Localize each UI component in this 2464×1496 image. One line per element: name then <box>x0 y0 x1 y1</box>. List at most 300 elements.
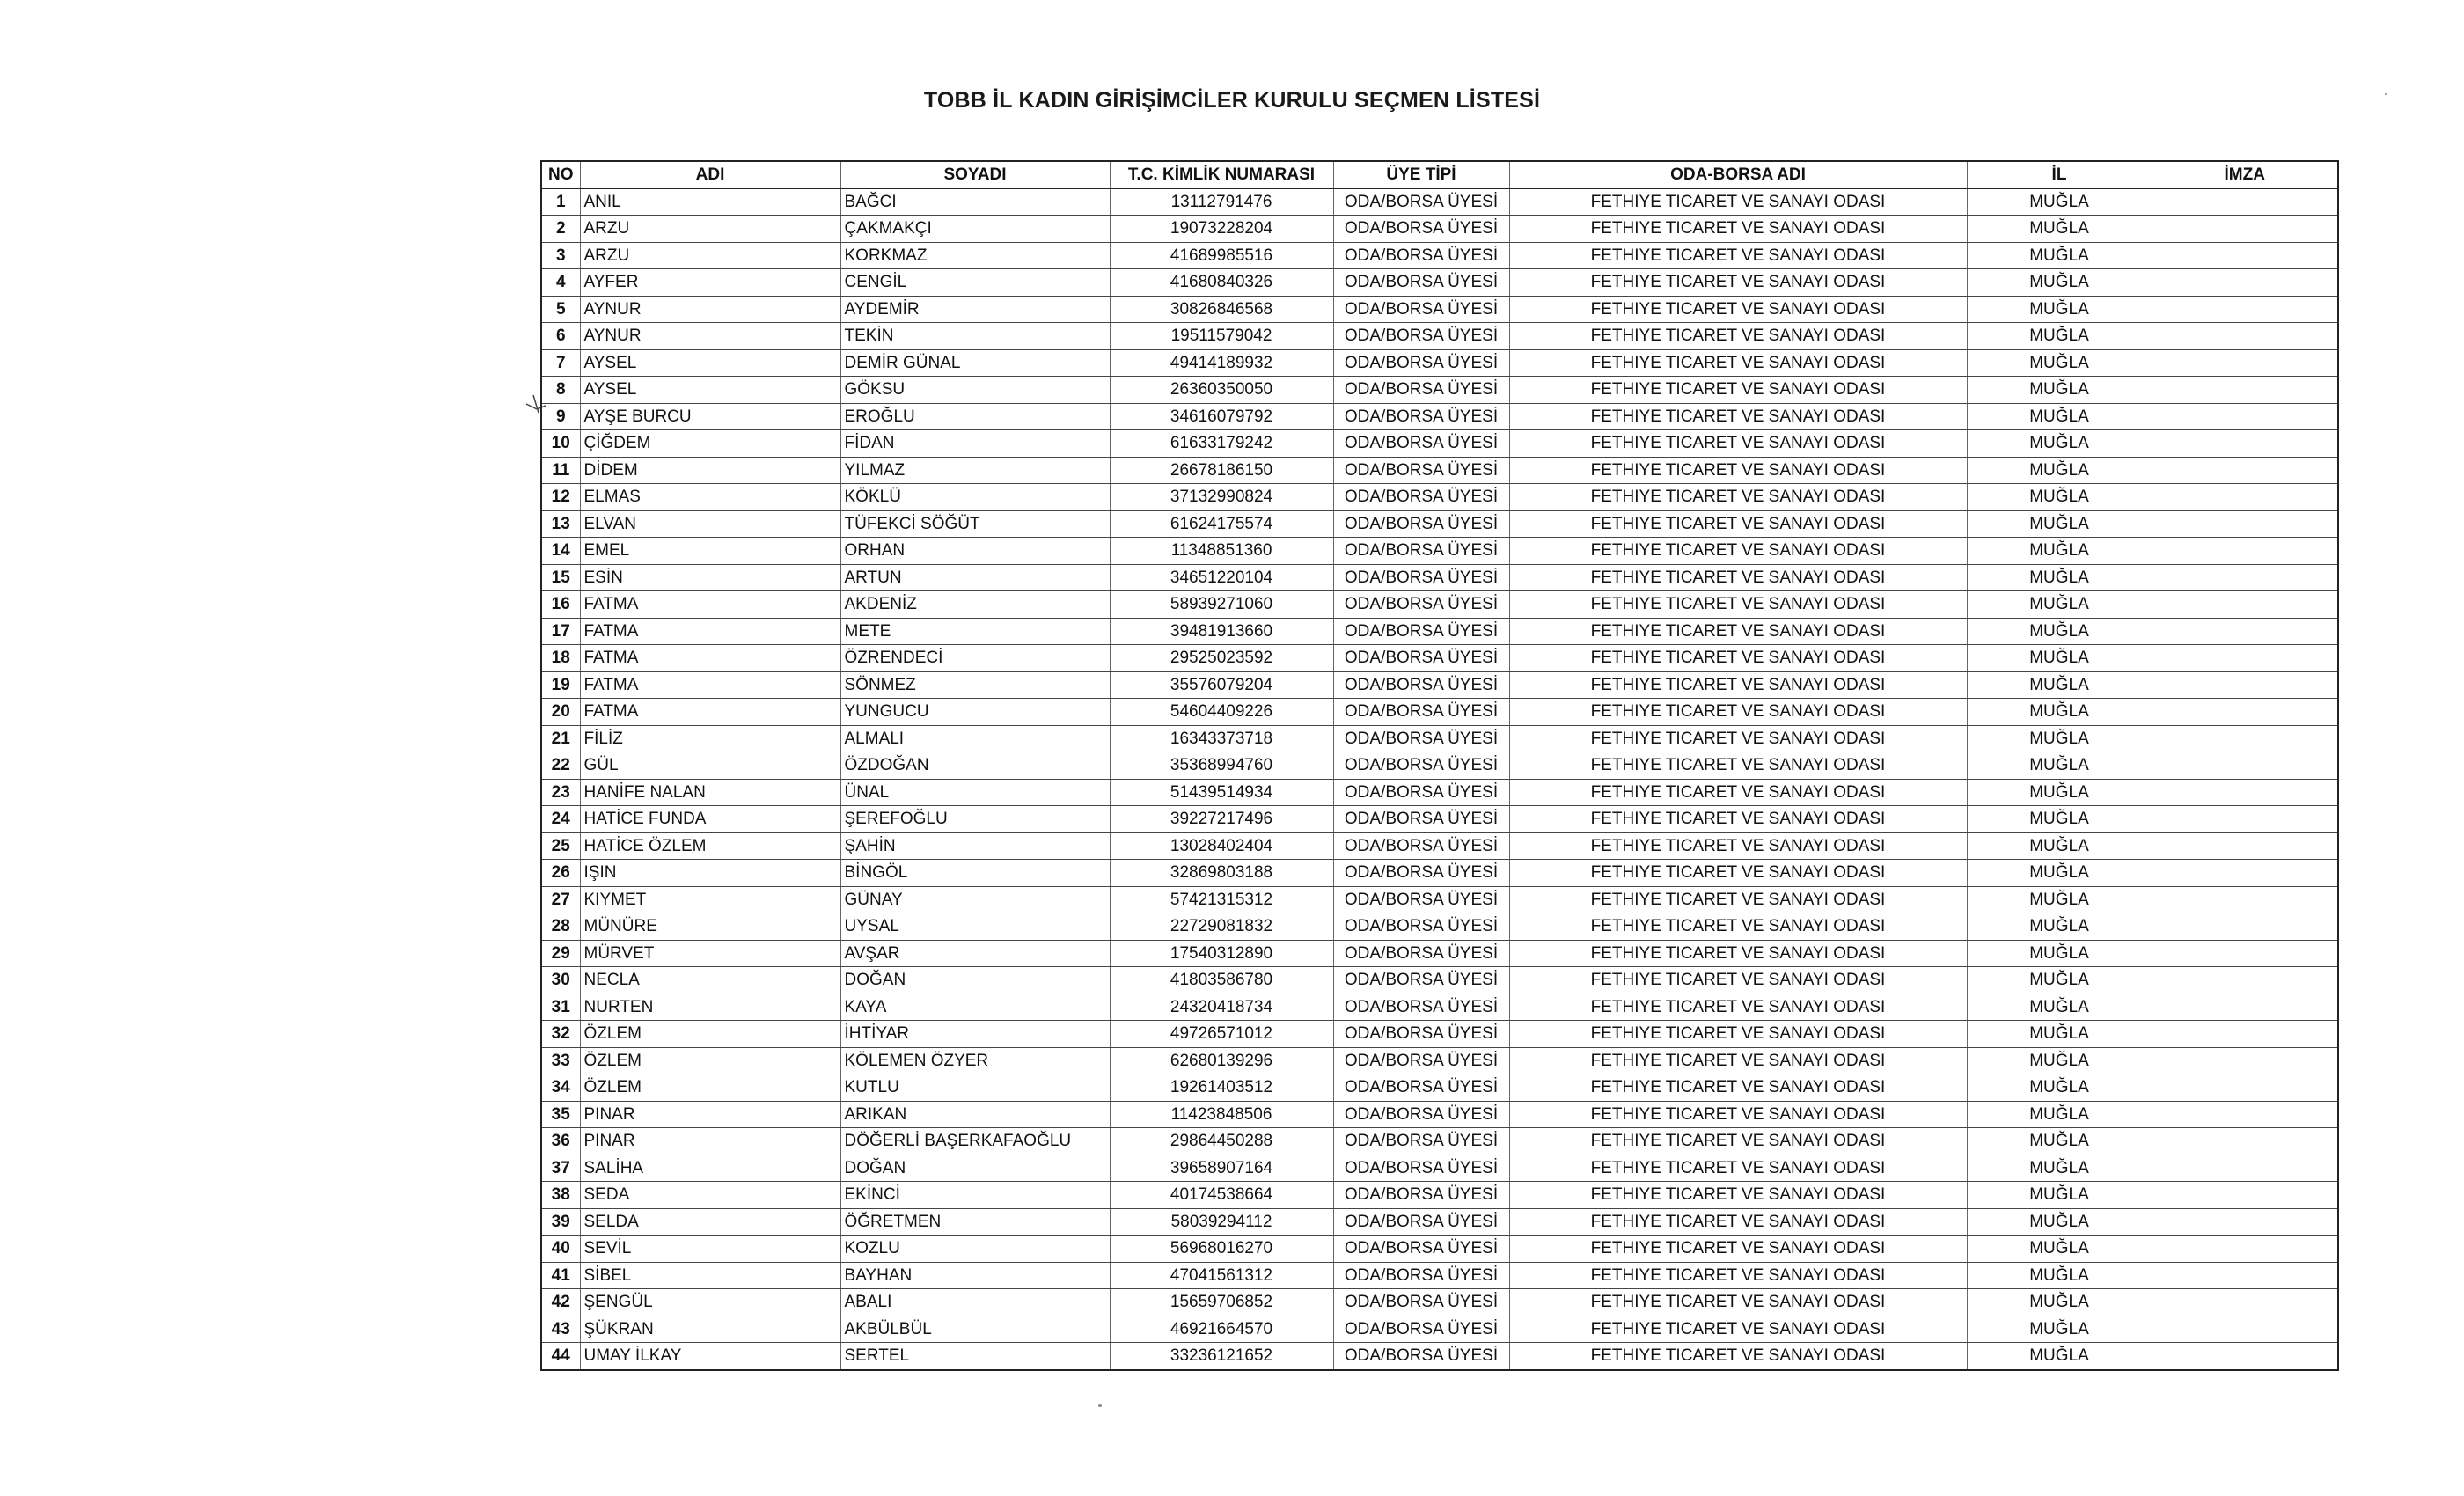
cell-imza <box>2152 1208 2338 1236</box>
cell-no: 24 <box>541 806 580 833</box>
cell-adi: GÜL <box>580 752 840 780</box>
table-row <box>541 1047 2338 1074</box>
cell-il: MUĞLA <box>1967 1047 2152 1074</box>
cell-il: MUĞLA <box>1967 994 2152 1021</box>
cell-il: MUĞLA <box>1967 296 2152 323</box>
cell-uye-tipi: ODA/BORSA ÜYESİ <box>1333 323 1509 350</box>
cell-uye-tipi: ODA/BORSA ÜYESİ <box>1333 269 1509 297</box>
cell-imza <box>2152 1101 2338 1128</box>
header-oda-borsa: ODA-BORSA ADI <box>1509 161 1967 188</box>
cell-adi: HANİFE NALAN <box>580 779 840 806</box>
cell-il: MUĞLA <box>1967 269 2152 297</box>
table-row <box>541 699 2338 726</box>
cell-oda-borsa: FETHIYE TICARET VE SANAYI ODASI <box>1509 806 1967 833</box>
cell-no: 35 <box>541 1101 580 1128</box>
header-adi: ADI <box>580 161 840 188</box>
cell-no: 30 <box>541 967 580 994</box>
cell-no: 1 <box>541 188 580 216</box>
cell-uye-tipi: ODA/BORSA ÜYESİ <box>1333 242 1509 269</box>
scan-speck <box>2385 93 2387 95</box>
cell-soyadi: EKİNCİ <box>840 1182 1110 1209</box>
cell-il: MUĞLA <box>1967 860 2152 887</box>
cell-no: 5 <box>541 296 580 323</box>
cell-soyadi: AKBÜLBÜL <box>840 1316 1110 1343</box>
header-soyadi: SOYADI <box>840 161 1110 188</box>
header-il: İL <box>1967 161 2152 188</box>
table-row <box>541 886 2338 913</box>
cell-il: MUĞLA <box>1967 403 2152 430</box>
cell-uye-tipi: ODA/BORSA ÜYESİ <box>1333 1182 1509 1209</box>
table-row <box>541 645 2338 672</box>
cell-uye-tipi: ODA/BORSA ÜYESİ <box>1333 1262 1509 1289</box>
cell-uye-tipi: ODA/BORSA ÜYESİ <box>1333 967 1509 994</box>
cell-no: 17 <box>541 618 580 645</box>
cell-oda-borsa: FETHIYE TICARET VE SANAYI ODASI <box>1509 510 1967 538</box>
cell-oda-borsa: FETHIYE TICARET VE SANAYI ODASI <box>1509 967 1967 994</box>
cell-tc-kimlik: 26678186150 <box>1110 457 1333 484</box>
cell-uye-tipi: ODA/BORSA ÜYESİ <box>1333 832 1509 860</box>
cell-adi: MÜNÜRE <box>580 913 840 941</box>
cell-imza <box>2152 645 2338 672</box>
cell-il: MUĞLA <box>1967 1101 2152 1128</box>
table-row <box>541 1155 2338 1182</box>
cell-adi: DİDEM <box>580 457 840 484</box>
cell-adi: HATİCE FUNDA <box>580 806 840 833</box>
cell-tc-kimlik: 24320418734 <box>1110 994 1333 1021</box>
cell-soyadi: YILMAZ <box>840 457 1110 484</box>
cell-tc-kimlik: 19073228204 <box>1110 216 1333 243</box>
cell-il: MUĞLA <box>1967 510 2152 538</box>
cell-uye-tipi: ODA/BORSA ÜYESİ <box>1333 1074 1509 1102</box>
table-row <box>541 296 2338 323</box>
cell-no: 41 <box>541 1262 580 1289</box>
header-uye-tipi: ÜYE TİPİ <box>1333 161 1509 188</box>
cell-oda-borsa: FETHIYE TICARET VE SANAYI ODASI <box>1509 538 1967 565</box>
table-body <box>541 188 2338 1370</box>
cell-il: MUĞLA <box>1967 645 2152 672</box>
table-row <box>541 832 2338 860</box>
cell-imza <box>2152 538 2338 565</box>
cell-tc-kimlik: 61624175574 <box>1110 510 1333 538</box>
cell-tc-kimlik: 11423848506 <box>1110 1101 1333 1128</box>
cell-il: MUĞLA <box>1967 1208 2152 1236</box>
cell-il: MUĞLA <box>1967 832 2152 860</box>
cell-adi: SEDA <box>580 1182 840 1209</box>
cell-uye-tipi: ODA/BORSA ÜYESİ <box>1333 538 1509 565</box>
cell-no: 36 <box>541 1128 580 1155</box>
cell-tc-kimlik: 19511579042 <box>1110 323 1333 350</box>
cell-uye-tipi: ODA/BORSA ÜYESİ <box>1333 188 1509 216</box>
cell-soyadi: BAYHAN <box>840 1262 1110 1289</box>
cell-soyadi: SÖNMEZ <box>840 671 1110 699</box>
cell-il: MUĞLA <box>1967 430 2152 458</box>
cell-il: MUĞLA <box>1967 940 2152 967</box>
table-row <box>541 188 2338 216</box>
cell-tc-kimlik: 32869803188 <box>1110 860 1333 887</box>
cell-uye-tipi: ODA/BORSA ÜYESİ <box>1333 216 1509 243</box>
cell-oda-borsa: FETHIYE TICARET VE SANAYI ODASI <box>1509 296 1967 323</box>
cell-imza <box>2152 457 2338 484</box>
cell-tc-kimlik: 34651220104 <box>1110 564 1333 591</box>
cell-oda-borsa: FETHIYE TICARET VE SANAYI ODASI <box>1509 1021 1967 1048</box>
cell-imza <box>2152 216 2338 243</box>
table-row <box>541 1074 2338 1102</box>
cell-oda-borsa: FETHIYE TICARET VE SANAYI ODASI <box>1509 994 1967 1021</box>
cell-tc-kimlik: 47041561312 <box>1110 1262 1333 1289</box>
cell-uye-tipi: ODA/BORSA ÜYESİ <box>1333 430 1509 458</box>
cell-oda-borsa: FETHIYE TICARET VE SANAYI ODASI <box>1509 1047 1967 1074</box>
cell-uye-tipi: ODA/BORSA ÜYESİ <box>1333 1021 1509 1048</box>
cell-tc-kimlik: 40174538664 <box>1110 1182 1333 1209</box>
cell-adi: ANIL <box>580 188 840 216</box>
table-row <box>541 1289 2338 1316</box>
cell-oda-borsa: FETHIYE TICARET VE SANAYI ODASI <box>1509 1101 1967 1128</box>
cell-adi: MÜRVET <box>580 940 840 967</box>
cell-soyadi: ŞAHİN <box>840 832 1110 860</box>
table-row <box>541 564 2338 591</box>
cell-soyadi: AKDENİZ <box>840 591 1110 619</box>
cell-il: MUĞLA <box>1967 671 2152 699</box>
cell-oda-borsa: FETHIYE TICARET VE SANAYI ODASI <box>1509 377 1967 404</box>
cell-oda-borsa: FETHIYE TICARET VE SANAYI ODASI <box>1509 1343 1967 1370</box>
cell-adi: FİLİZ <box>580 725 840 752</box>
cell-oda-borsa: FETHIYE TICARET VE SANAYI ODASI <box>1509 430 1967 458</box>
cell-il: MUĞLA <box>1967 967 2152 994</box>
cell-oda-borsa: FETHIYE TICARET VE SANAYI ODASI <box>1509 725 1967 752</box>
cell-adi: ÇİĞDEM <box>580 430 840 458</box>
cell-uye-tipi: ODA/BORSA ÜYESİ <box>1333 1155 1509 1182</box>
table-row <box>541 671 2338 699</box>
cell-no: 19 <box>541 671 580 699</box>
cell-uye-tipi: ODA/BORSA ÜYESİ <box>1333 1289 1509 1316</box>
cell-oda-borsa: FETHIYE TICARET VE SANAYI ODASI <box>1509 779 1967 806</box>
cell-soyadi: KOZLU <box>840 1236 1110 1263</box>
cell-tc-kimlik: 29525023592 <box>1110 645 1333 672</box>
cell-soyadi: KUTLU <box>840 1074 1110 1102</box>
cell-no: 26 <box>541 860 580 887</box>
cell-adi: SEVİL <box>580 1236 840 1263</box>
cell-no: 3 <box>541 242 580 269</box>
cell-il: MUĞLA <box>1967 188 2152 216</box>
cell-uye-tipi: ODA/BORSA ÜYESİ <box>1333 940 1509 967</box>
cell-oda-borsa: FETHIYE TICARET VE SANAYI ODASI <box>1509 1155 1967 1182</box>
cell-tc-kimlik: 16343373718 <box>1110 725 1333 752</box>
cell-no: 38 <box>541 1182 580 1209</box>
cell-il: MUĞLA <box>1967 591 2152 619</box>
cell-il: MUĞLA <box>1967 538 2152 565</box>
cell-no: 31 <box>541 994 580 1021</box>
cell-oda-borsa: FETHIYE TICARET VE SANAYI ODASI <box>1509 699 1967 726</box>
cell-tc-kimlik: 13028402404 <box>1110 832 1333 860</box>
cell-adi: ELMAS <box>580 484 840 511</box>
cell-uye-tipi: ODA/BORSA ÜYESİ <box>1333 564 1509 591</box>
cell-imza <box>2152 699 2338 726</box>
table-row <box>541 618 2338 645</box>
cell-adi: ŞENGÜL <box>580 1289 840 1316</box>
cell-soyadi: ALMALI <box>840 725 1110 752</box>
cell-oda-borsa: FETHIYE TICARET VE SANAYI ODASI <box>1509 671 1967 699</box>
cell-adi: PINAR <box>580 1101 840 1128</box>
cell-il: MUĞLA <box>1967 1128 2152 1155</box>
cell-uye-tipi: ODA/BORSA ÜYESİ <box>1333 779 1509 806</box>
cell-il: MUĞLA <box>1967 1182 2152 1209</box>
cell-soyadi: ABALI <box>840 1289 1110 1316</box>
cell-no: 28 <box>541 913 580 941</box>
cell-oda-borsa: FETHIYE TICARET VE SANAYI ODASI <box>1509 645 1967 672</box>
cell-uye-tipi: ODA/BORSA ÜYESİ <box>1333 1343 1509 1370</box>
cell-soyadi: SERTEL <box>840 1343 1110 1370</box>
cell-no: 15 <box>541 564 580 591</box>
cell-soyadi: METE <box>840 618 1110 645</box>
cell-uye-tipi: ODA/BORSA ÜYESİ <box>1333 457 1509 484</box>
cell-uye-tipi: ODA/BORSA ÜYESİ <box>1333 699 1509 726</box>
cell-imza <box>2152 913 2338 941</box>
cell-tc-kimlik: 49726571012 <box>1110 1021 1333 1048</box>
cell-no: 44 <box>541 1343 580 1370</box>
cell-soyadi: DOĞAN <box>840 1155 1110 1182</box>
cell-oda-borsa: FETHIYE TICARET VE SANAYI ODASI <box>1509 1074 1967 1102</box>
cell-imza <box>2152 323 2338 350</box>
cell-soyadi: TEKİN <box>840 323 1110 350</box>
table-row <box>541 725 2338 752</box>
cell-uye-tipi: ODA/BORSA ÜYESİ <box>1333 645 1509 672</box>
cell-il: MUĞLA <box>1967 1074 2152 1102</box>
table-row <box>541 591 2338 619</box>
cell-imza <box>2152 484 2338 511</box>
table-row <box>541 1021 2338 1048</box>
cell-il: MUĞLA <box>1967 349 2152 377</box>
cell-oda-borsa: FETHIYE TICARET VE SANAYI ODASI <box>1509 618 1967 645</box>
header-no: NO <box>541 161 580 188</box>
table-row <box>541 403 2338 430</box>
cell-adi: ŞÜKRAN <box>580 1316 840 1343</box>
table-row <box>541 1128 2338 1155</box>
cell-il: MUĞLA <box>1967 1021 2152 1048</box>
cell-il: MUĞLA <box>1967 1262 2152 1289</box>
cell-uye-tipi: ODA/BORSA ÜYESİ <box>1333 994 1509 1021</box>
cell-tc-kimlik: 41689985516 <box>1110 242 1333 269</box>
cell-il: MUĞLA <box>1967 913 2152 941</box>
cell-imza <box>2152 1262 2338 1289</box>
cell-adi: AYSEL <box>580 349 840 377</box>
cell-oda-borsa: FETHIYE TICARET VE SANAYI ODASI <box>1509 752 1967 780</box>
cell-imza <box>2152 430 2338 458</box>
cell-no: 6 <box>541 323 580 350</box>
cell-no: 4 <box>541 269 580 297</box>
table-row <box>541 967 2338 994</box>
cell-imza <box>2152 1316 2338 1343</box>
cell-oda-borsa: FETHIYE TICARET VE SANAYI ODASI <box>1509 484 1967 511</box>
cell-adi: AYFER <box>580 269 840 297</box>
cell-adi: SELDA <box>580 1208 840 1236</box>
cell-uye-tipi: ODA/BORSA ÜYESİ <box>1333 913 1509 941</box>
cell-tc-kimlik: 19261403512 <box>1110 1074 1333 1102</box>
cell-uye-tipi: ODA/BORSA ÜYESİ <box>1333 1208 1509 1236</box>
cell-soyadi: GÜNAY <box>840 886 1110 913</box>
cell-uye-tipi: ODA/BORSA ÜYESİ <box>1333 1047 1509 1074</box>
cell-uye-tipi: ODA/BORSA ÜYESİ <box>1333 1316 1509 1343</box>
table-row <box>541 510 2338 538</box>
cell-il: MUĞLA <box>1967 242 2152 269</box>
cell-oda-borsa: FETHIYE TICARET VE SANAYI ODASI <box>1509 349 1967 377</box>
cell-no: 25 <box>541 832 580 860</box>
cell-il: MUĞLA <box>1967 806 2152 833</box>
cell-soyadi: CENGİL <box>840 269 1110 297</box>
cell-imza <box>2152 1155 2338 1182</box>
cell-tc-kimlik: 39481913660 <box>1110 618 1333 645</box>
cell-tc-kimlik: 35576079204 <box>1110 671 1333 699</box>
cell-no: 29 <box>541 940 580 967</box>
cell-imza <box>2152 510 2338 538</box>
cell-tc-kimlik: 39658907164 <box>1110 1155 1333 1182</box>
cell-tc-kimlik: 51439514934 <box>1110 779 1333 806</box>
cell-imza <box>2152 806 2338 833</box>
cell-tc-kimlik: 58039294112 <box>1110 1208 1333 1236</box>
cell-adi: NECLA <box>580 967 840 994</box>
cell-no: 14 <box>541 538 580 565</box>
cell-adi: FATMA <box>580 618 840 645</box>
cell-soyadi: ÜNAL <box>840 779 1110 806</box>
cell-imza <box>2152 1047 2338 1074</box>
cell-no: 22 <box>541 752 580 780</box>
cell-soyadi: EROĞLU <box>840 403 1110 430</box>
cell-il: MUĞLA <box>1967 1316 2152 1343</box>
cell-soyadi: ORHAN <box>840 538 1110 565</box>
table-row <box>541 994 2338 1021</box>
cell-tc-kimlik: 46921664570 <box>1110 1316 1333 1343</box>
cell-oda-borsa: FETHIYE TICARET VE SANAYI ODASI <box>1509 323 1967 350</box>
cell-il: MUĞLA <box>1967 1236 2152 1263</box>
cell-imza <box>2152 886 2338 913</box>
table-row <box>541 779 2338 806</box>
cell-il: MUĞLA <box>1967 457 2152 484</box>
cell-oda-borsa: FETHIYE TICARET VE SANAYI ODASI <box>1509 269 1967 297</box>
cell-oda-borsa: FETHIYE TICARET VE SANAYI ODASI <box>1509 242 1967 269</box>
cell-no: 2 <box>541 216 580 243</box>
cell-adi: ELVAN <box>580 510 840 538</box>
cell-il: MUĞLA <box>1967 377 2152 404</box>
cell-tc-kimlik: 58939271060 <box>1110 591 1333 619</box>
table-row <box>541 430 2338 458</box>
cell-imza <box>2152 403 2338 430</box>
cell-oda-borsa: FETHIYE TICARET VE SANAYI ODASI <box>1509 1128 1967 1155</box>
cell-il: MUĞLA <box>1967 564 2152 591</box>
cell-uye-tipi: ODA/BORSA ÜYESİ <box>1333 349 1509 377</box>
cell-oda-borsa: FETHIYE TICARET VE SANAYI ODASI <box>1509 832 1967 860</box>
cell-tc-kimlik: 29864450288 <box>1110 1128 1333 1155</box>
cell-soyadi: BAĞCI <box>840 188 1110 216</box>
cell-no: 27 <box>541 886 580 913</box>
cell-no: 39 <box>541 1208 580 1236</box>
table-row <box>541 1182 2338 1209</box>
cell-uye-tipi: ODA/BORSA ÜYESİ <box>1333 377 1509 404</box>
cell-soyadi: AYDEMİR <box>840 296 1110 323</box>
cell-no: 34 <box>541 1074 580 1102</box>
table-row <box>541 216 2338 243</box>
table-row <box>541 913 2338 941</box>
cell-il: MUĞLA <box>1967 323 2152 350</box>
cell-il: MUĞLA <box>1967 1289 2152 1316</box>
cell-adi: AYNUR <box>580 323 840 350</box>
cell-uye-tipi: ODA/BORSA ÜYESİ <box>1333 510 1509 538</box>
cell-adi: FATMA <box>580 671 840 699</box>
cell-no: 13 <box>541 510 580 538</box>
cell-oda-borsa: FETHIYE TICARET VE SANAYI ODASI <box>1509 1182 1967 1209</box>
cell-soyadi: ÖZRENDECİ <box>840 645 1110 672</box>
cell-imza <box>2152 1021 2338 1048</box>
cell-soyadi: DEMİR GÜNAL <box>840 349 1110 377</box>
cell-no: 33 <box>541 1047 580 1074</box>
scan-speck <box>1098 1404 1102 1407</box>
cell-adi: IŞIN <box>580 860 840 887</box>
cell-uye-tipi: ODA/BORSA ÜYESİ <box>1333 1128 1509 1155</box>
cell-il: MUĞLA <box>1967 1343 2152 1370</box>
cell-oda-borsa: FETHIYE TICARET VE SANAYI ODASI <box>1509 940 1967 967</box>
cell-uye-tipi: ODA/BORSA ÜYESİ <box>1333 484 1509 511</box>
cell-no: 9 <box>541 403 580 430</box>
cell-uye-tipi: ODA/BORSA ÜYESİ <box>1333 296 1509 323</box>
cell-no: 8 <box>541 377 580 404</box>
table-row <box>541 242 2338 269</box>
cell-no: 42 <box>541 1289 580 1316</box>
cell-oda-borsa: FETHIYE TICARET VE SANAYI ODASI <box>1509 216 1967 243</box>
cell-uye-tipi: ODA/BORSA ÜYESİ <box>1333 725 1509 752</box>
header-tc-kimlik: T.C. KİMLİK NUMARASI <box>1110 161 1333 188</box>
cell-soyadi: İHTİYAR <box>840 1021 1110 1048</box>
cell-imza <box>2152 671 2338 699</box>
cell-imza <box>2152 591 2338 619</box>
cell-imza <box>2152 188 2338 216</box>
cell-no: 23 <box>541 779 580 806</box>
cell-adi: KIYMET <box>580 886 840 913</box>
cell-imza <box>2152 940 2338 967</box>
cell-adi: ESİN <box>580 564 840 591</box>
cell-uye-tipi: ODA/BORSA ÜYESİ <box>1333 860 1509 887</box>
cell-il: MUĞLA <box>1967 725 2152 752</box>
cell-imza <box>2152 967 2338 994</box>
cell-soyadi: YUNGUCU <box>840 699 1110 726</box>
cell-soyadi: UYSAL <box>840 913 1110 941</box>
cell-tc-kimlik: 35368994760 <box>1110 752 1333 780</box>
cell-tc-kimlik: 54604409226 <box>1110 699 1333 726</box>
cell-adi: AYSEL <box>580 377 840 404</box>
cell-tc-kimlik: 61633179242 <box>1110 430 1333 458</box>
cell-il: MUĞLA <box>1967 618 2152 645</box>
cell-soyadi: KORKMAZ <box>840 242 1110 269</box>
table-row <box>541 940 2338 967</box>
cell-oda-borsa: FETHIYE TICARET VE SANAYI ODASI <box>1509 591 1967 619</box>
cell-soyadi: DÖĞERLİ BAŞERKAFAOĞLU <box>840 1128 1110 1155</box>
cell-oda-borsa: FETHIYE TICARET VE SANAYI ODASI <box>1509 886 1967 913</box>
cell-soyadi: ARTUN <box>840 564 1110 591</box>
cell-tc-kimlik: 13112791476 <box>1110 188 1333 216</box>
cell-adi: FATMA <box>580 645 840 672</box>
cell-adi: AYNUR <box>580 296 840 323</box>
cell-tc-kimlik: 56968016270 <box>1110 1236 1333 1263</box>
cell-oda-borsa: FETHIYE TICARET VE SANAYI ODASI <box>1509 1236 1967 1263</box>
cell-oda-borsa: FETHIYE TICARET VE SANAYI ODASI <box>1509 913 1967 941</box>
cell-soyadi: BİNGÖL <box>840 860 1110 887</box>
cell-imza <box>2152 860 2338 887</box>
cell-uye-tipi: ODA/BORSA ÜYESİ <box>1333 671 1509 699</box>
voter-list-table <box>540 160 2339 1371</box>
cell-imza <box>2152 1128 2338 1155</box>
cell-imza <box>2152 349 2338 377</box>
cell-oda-borsa: FETHIYE TICARET VE SANAYI ODASI <box>1509 860 1967 887</box>
cell-il: MUĞLA <box>1967 886 2152 913</box>
table-row <box>541 377 2338 404</box>
cell-imza <box>2152 377 2338 404</box>
